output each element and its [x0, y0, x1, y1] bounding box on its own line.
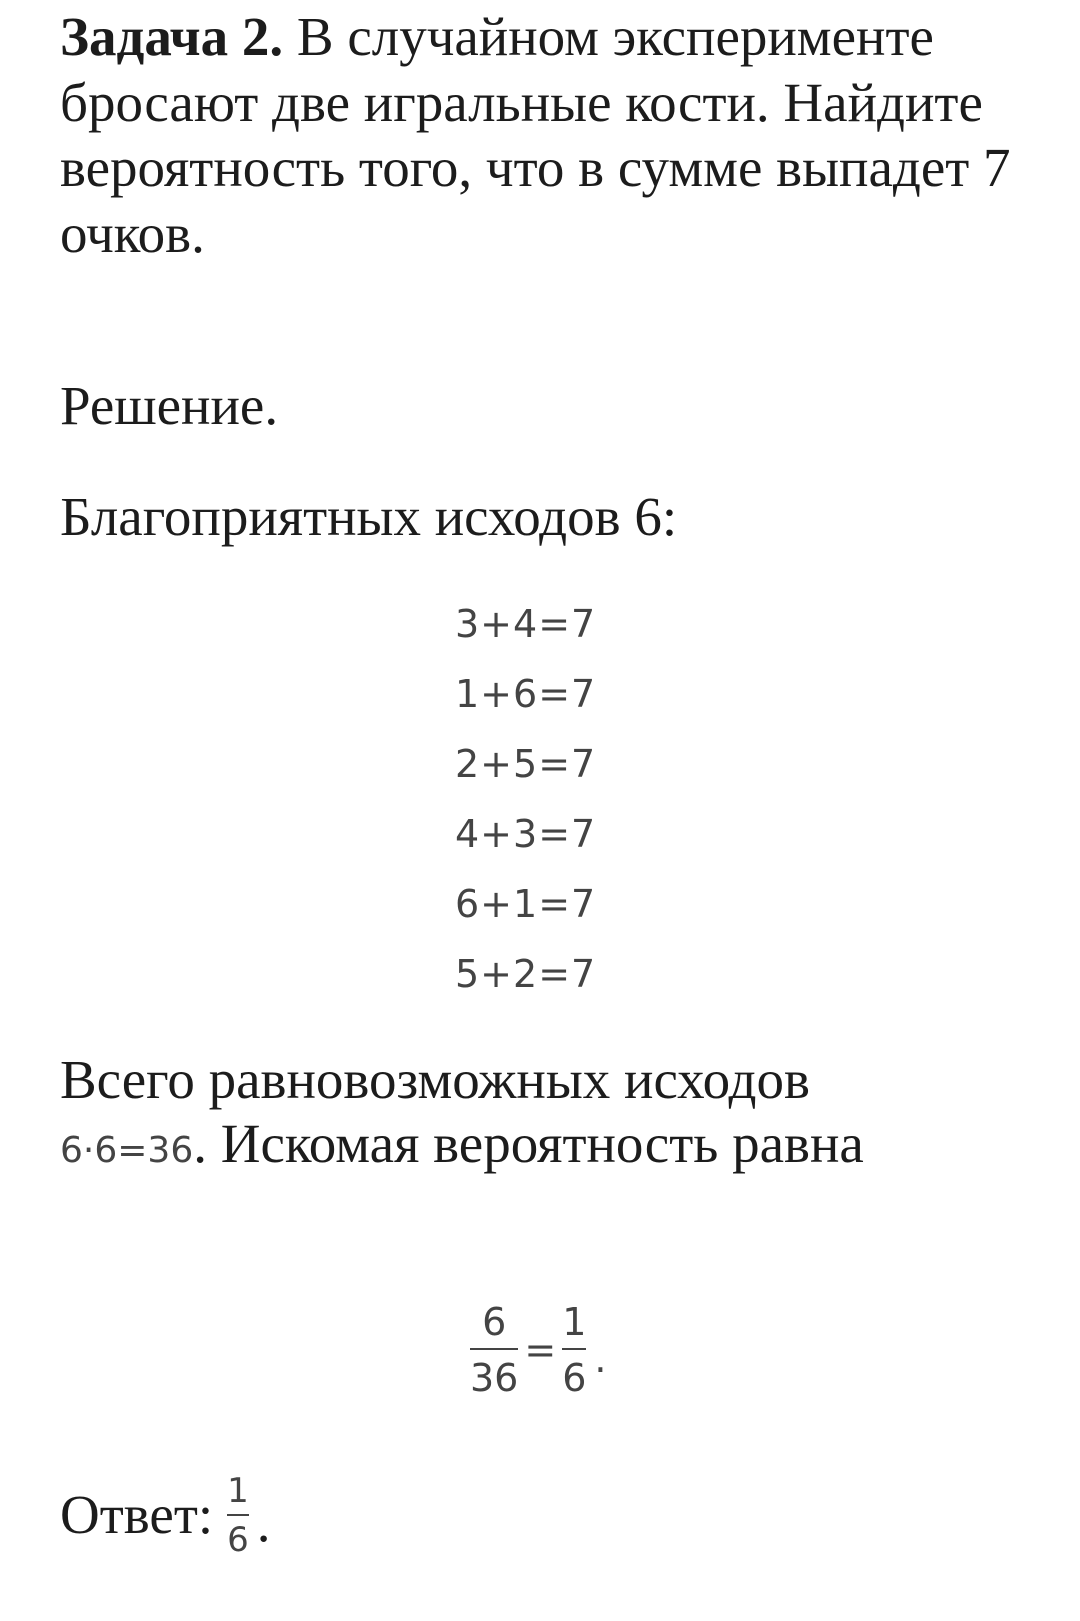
fraction-bar — [227, 1514, 249, 1516]
fraction-one-sixth — [560, 1300, 588, 1400]
answer-line — [60, 1455, 271, 1575]
fraction-six-thirtysix — [468, 1300, 520, 1400]
document-page — [60, 0, 1020, 1621]
total-suffix: . Искомая вероятность равна — [193, 1113, 864, 1174]
total-math: 6·6=36 — [60, 1130, 194, 1171]
fraction-numerator: 1 — [562, 1300, 587, 1344]
fraction-numerator: 6 — [482, 1300, 507, 1344]
favorable-outcomes-text: Благоприятных исходов 6: — [60, 486, 678, 547]
fraction-bar — [470, 1348, 518, 1350]
probability-equation — [468, 1290, 606, 1410]
equation: 4+3=7 — [455, 812, 597, 856]
equation: 5+2=7 — [455, 952, 597, 996]
problem-title: Задача 2. — [60, 6, 284, 67]
solution-heading: Решение. — [60, 375, 279, 436]
fraction-bar — [562, 1348, 586, 1350]
fraction-denominator: 6 — [562, 1356, 587, 1400]
equation: 2+5=7 — [455, 742, 597, 786]
equals-sign: = — [524, 1328, 557, 1372]
total-prefix: Всего равновозможных исходов — [60, 1049, 810, 1110]
equation: 6+1=7 — [455, 882, 597, 926]
answer-label: Ответ: — [60, 1484, 214, 1545]
period: . — [594, 1337, 607, 1381]
problem-text: В случайном эксперименте бросают две игральные кости. Найдите вероятность того, что в сумме выпадет 7 очков. — [60, 6, 1011, 264]
total-outcomes-paragraph — [60, 1048, 1020, 1183]
equation: 1+6=7 — [455, 672, 597, 716]
problem-statement — [60, 4, 1020, 266]
equations-list — [455, 596, 655, 1016]
period: . — [256, 1491, 271, 1553]
fraction-denominator: 36 — [470, 1356, 519, 1400]
fraction-denominator: 6 — [227, 1519, 249, 1560]
answer-fraction — [227, 1471, 249, 1560]
fraction-numerator: 1 — [227, 1470, 249, 1511]
equation: 3+4=7 — [455, 602, 597, 646]
